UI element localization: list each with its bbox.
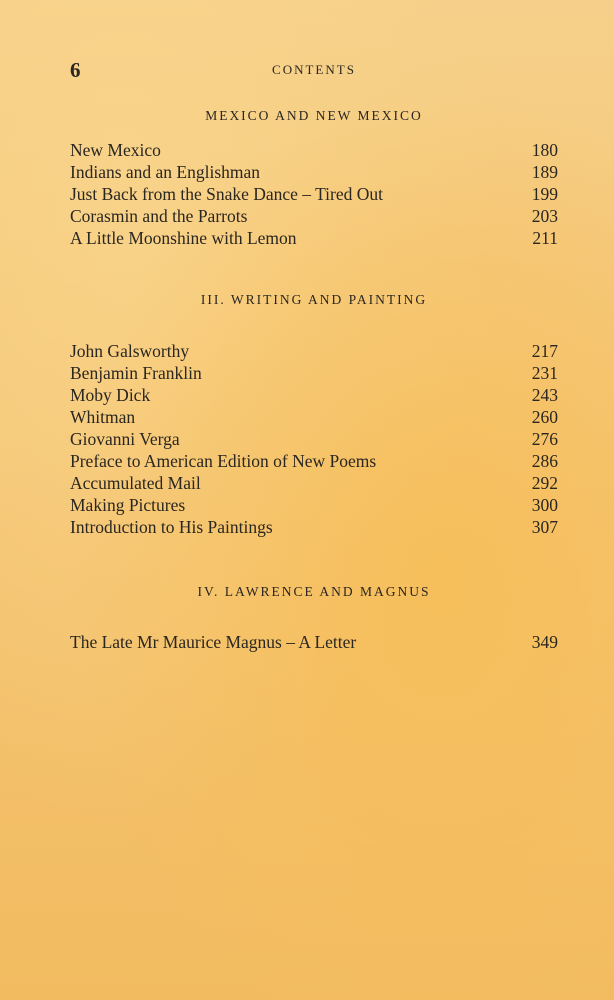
entry-page-number: 349	[531, 632, 558, 652]
toc-entry	[70, 631, 558, 653]
entry-title: The Late Mr Maurice Magnus – A Letter	[70, 632, 357, 652]
toc-entry	[70, 205, 558, 227]
entry-title: New Mexico	[70, 140, 161, 160]
toc-entry	[70, 472, 558, 494]
entry-page-number: 260	[531, 407, 558, 427]
entry-title: Introduction to His Paintings	[70, 517, 273, 537]
running-head	[70, 58, 558, 82]
section-heading-writing-painting: III. WRITING AND PAINTING	[200, 292, 428, 307]
entry-title: A Little Moonshine with Lemon	[70, 228, 297, 248]
toc-entry	[70, 516, 558, 538]
entry-page-number: 189	[531, 162, 558, 182]
running-title: CONTENTS	[272, 62, 356, 77]
toc-entry	[70, 384, 558, 406]
entry-title: Moby Dick	[70, 385, 151, 405]
entry-title: Accumulated Mail	[70, 473, 201, 493]
entry-title: Making Pictures	[70, 495, 186, 515]
entry-title: Indians and an Englishman	[70, 162, 261, 182]
entry-page-number: 243	[531, 385, 558, 405]
section-entries-lawrence-magnus	[70, 631, 558, 653]
toc-entry	[70, 362, 558, 384]
toc-entry	[70, 406, 558, 428]
page-number: 6	[70, 58, 81, 82]
toc-entry	[70, 139, 558, 161]
toc-entry	[70, 183, 558, 205]
entry-title: John Galsworthy	[70, 341, 190, 361]
toc-entry	[70, 161, 558, 183]
entry-title: Corasmin and the Parrots	[70, 206, 248, 226]
section-heading-mexico: MEXICO AND NEW MEXICO	[205, 108, 423, 123]
toc-entry	[70, 227, 558, 249]
entry-page-number: 211	[532, 228, 558, 248]
section-heading-lawrence-magnus: IV. LAWRENCE AND MAGNUS	[197, 584, 431, 599]
entry-page-number: 217	[531, 341, 558, 361]
entry-page-number: 286	[531, 451, 558, 471]
entry-title: Giovanni Verga	[70, 429, 180, 449]
toc-entry	[70, 428, 558, 450]
toc-entry	[70, 450, 558, 472]
entry-page-number: 292	[531, 473, 558, 493]
entry-title: Preface to American Edition of New Poems	[70, 451, 377, 471]
entry-page-number: 307	[531, 517, 558, 537]
entry-page-number: 180	[531, 140, 558, 160]
section-entries-mexico	[70, 139, 558, 249]
entry-title: Whitman	[70, 407, 136, 427]
section-entries-writing-painting	[70, 340, 558, 538]
entry-page-number: 203	[531, 206, 558, 226]
entry-page-number: 199	[531, 184, 558, 204]
entry-title: Just Back from the Snake Dance – Tired Out	[70, 184, 384, 204]
toc-entry	[70, 494, 558, 516]
entry-title: Benjamin Franklin	[70, 363, 202, 383]
entry-page-number: 276	[531, 429, 558, 449]
entry-page-number: 300	[531, 495, 558, 515]
toc-entry	[70, 340, 558, 362]
entry-page-number: 231	[531, 363, 558, 383]
